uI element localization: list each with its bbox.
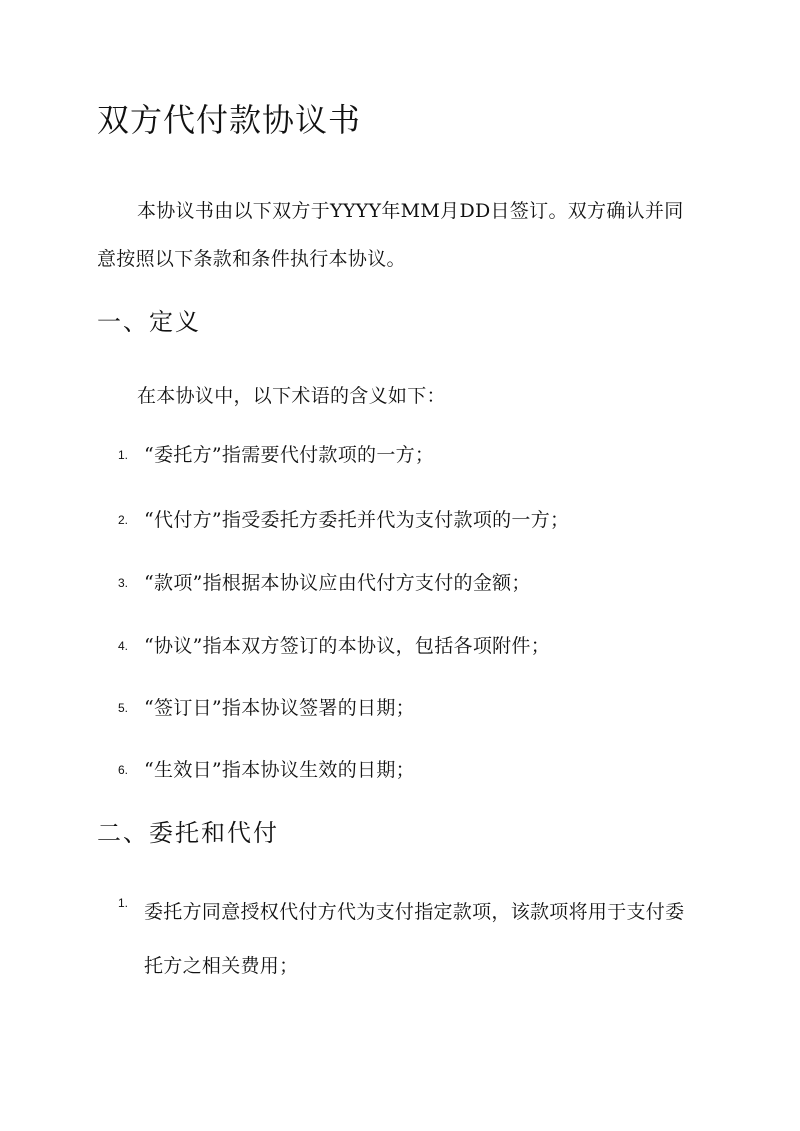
list-number: 2. [118,513,129,527]
list-item [118,628,550,664]
list-item-text: “代付方”指受委托方委托并代为支付款项的一方； [144,509,570,531]
list-item-text: 委托方同意授权代付方代为支付指定款项，该款项将用于支付委托方之相关费用； [144,901,685,977]
list-item [118,690,415,726]
intro-paragraph: 本协议书由以下双方于YYYY年MM月DD日签订。双方确认并同意按照以下条款和条件执行本协议。 [97,200,684,270]
list-item [118,565,531,601]
list-item-text: “委托方”指需要代付款项的一方； [144,444,435,466]
list-item [118,885,698,993]
list-item-text: “生效日”指本协议生效的日期； [144,759,415,781]
list-item [118,437,434,473]
list-number: 6. [118,763,129,777]
section-heading-definitions: 一、定义 [97,308,201,336]
list-item [118,502,569,538]
list-number: 5. [118,701,129,715]
document-title: 双方代付款协议书 [97,101,362,139]
section-heading-delegation: 二、委托和代付 [97,819,279,847]
list-number: 1. [118,448,129,462]
list-item [118,752,415,788]
list-number: 1. [118,896,129,910]
list-number: 3. [118,576,129,590]
definitions-lead: 在本协议中，以下术语的含义如下： [137,385,446,407]
list-number: 4. [118,639,129,653]
list-item-text: “协议”指本双方签订的本协议，包括各项附件； [144,635,551,657]
list-item-text: “款项”指根据本协议应由代付方支付的金额； [144,572,531,594]
list-item-text: “签订日”指本协议签署的日期； [144,697,415,719]
